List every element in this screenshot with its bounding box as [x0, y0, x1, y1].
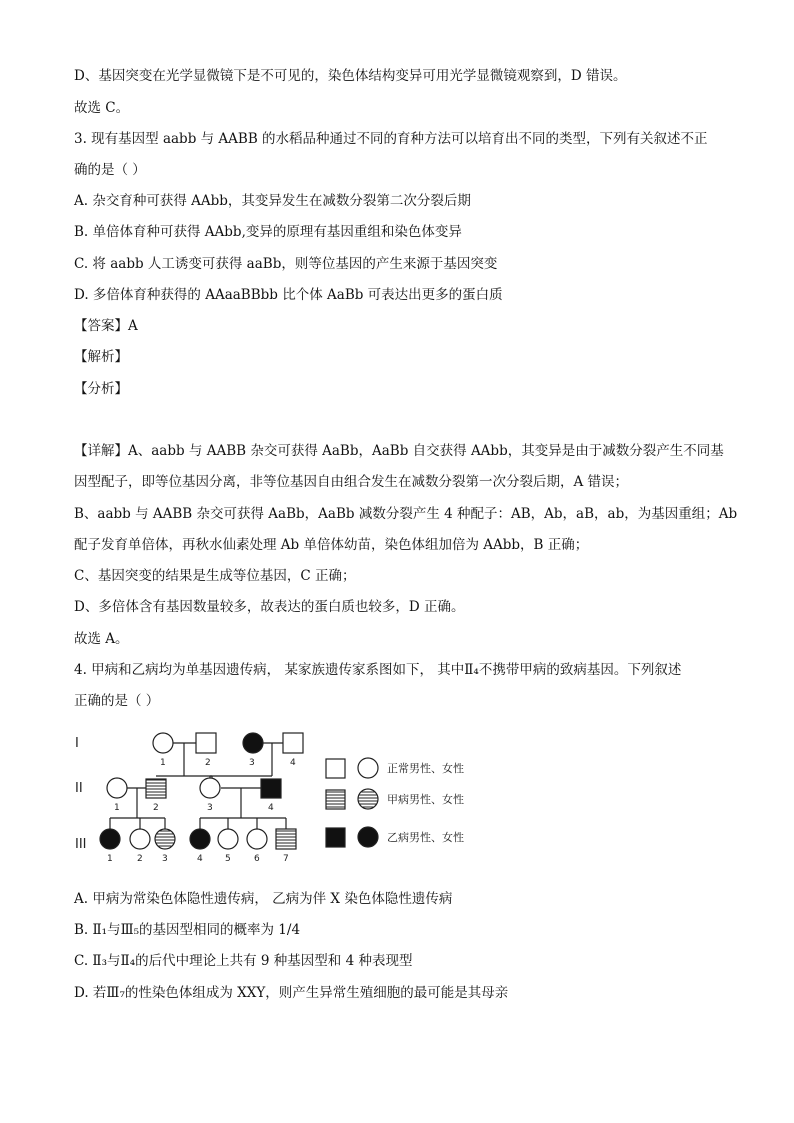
- detail-text: 【详解】A、aabb 与 AABB 杂交可获得 AaBb，AaBb 自交获得 AAbb，其变异是由于减数分裂产生不同基: [74, 443, 724, 459]
- option-c: C. Ⅱ₃与Ⅱ₄的后代中理论上共有 9 种基因型和 4 种表现型: [74, 953, 413, 969]
- II-2-jia-affected-male: [146, 779, 166, 798]
- legend-jia-male: [326, 790, 345, 809]
- II-3-normal-female: [200, 778, 220, 798]
- option-b: B. 单倍体育种可获得 AAbb,变异的原理有基因重组和染色体变异: [74, 224, 462, 240]
- legend-label: 正常男性、女性: [387, 762, 464, 775]
- individual-number: 2: [205, 758, 211, 768]
- option-a: A. 甲病为常染色体隐性遗传病， 乙病为伴 X 染色体隐性遗传病: [74, 891, 453, 907]
- individual-number: 1: [114, 803, 120, 813]
- option-d: D. 若Ⅲ₇的性染色体组成为 XXY，则产生异常生殖细胞的最可能是其母亲: [74, 985, 509, 1001]
- III-1-yi-affected-female: [100, 829, 120, 849]
- individual-number: 2: [137, 854, 143, 862]
- detail-text: D、多倍体含有基因数量较多，故表达的蛋白质也较多，D 正确。: [74, 599, 465, 615]
- legend-label: 甲病男性、女性: [387, 793, 464, 806]
- I-3-yi-affected-female: [243, 733, 263, 753]
- individual-number: 3: [249, 758, 255, 768]
- legend-normal-male: [326, 759, 345, 778]
- option-b: B. Ⅱ₁与Ⅲ₅的基因型相同的概率为 1/4: [74, 922, 301, 938]
- individual-number: 7: [283, 854, 289, 862]
- individual-number: 1: [160, 758, 166, 768]
- answer-heading: 【答案】A: [74, 318, 138, 334]
- I-1-normal-female: [153, 733, 173, 753]
- option-a: A. 杂交育种可获得 AAbb，其变异发生在减数分裂第二次分裂后期: [74, 193, 471, 209]
- individual-number: 1: [107, 854, 113, 862]
- legend-yi-male: [326, 828, 345, 847]
- detail-text: 因型配子，即等位基因分离，非等位基因自由组合发生在减数分裂第一次分裂后期，A 错误；: [74, 474, 629, 490]
- III-6-normal-female: [247, 829, 267, 849]
- text-line: 故选 C。: [74, 100, 130, 116]
- question-3-stem: 确的是（ ）: [74, 162, 146, 178]
- legend-jia-female: [358, 789, 378, 809]
- III-4-yi-affected-female: [190, 829, 210, 849]
- text-line: 故选 A。: [74, 631, 129, 647]
- generation-label: I: [75, 736, 79, 751]
- generation-label: II: [75, 781, 83, 796]
- pedigree-diagram: [60, 722, 490, 862]
- individual-number: 4: [268, 803, 274, 813]
- generation-label: III: [75, 837, 87, 852]
- detail-text: 配子发育单倍体，再秋水仙素处理 Ab 单倍体幼苗，染色体组加倍为 AAbb，B 正确；: [74, 537, 589, 553]
- individual-number: 3: [162, 854, 168, 862]
- individual-number: 4: [197, 854, 203, 862]
- detail-text: B、aabb 与 AABB 杂交可获得 AaBb，AaBb 减数分裂产生 4 种配子：AB，Ab，aB，ab，为基因重组；Ab: [74, 506, 738, 522]
- III-2-normal-female: [130, 829, 150, 849]
- analysis-heading: 【解析】: [74, 349, 128, 365]
- III-7-jia-affected-male: [276, 829, 296, 849]
- I-4-normal-male: [283, 733, 303, 753]
- question-4-stem: 4. 甲病和乙病均为单基因遗传病， 某家族遗传家系图如下， 其中Ⅱ₄不携带甲病的致病基因。下列叙述: [74, 662, 682, 678]
- option-d: D. 多倍体育种获得的 AAaaBBbb 比个体 AaBb 可表达出更多的蛋白质: [74, 287, 503, 303]
- III-3-jia-affected-female: [155, 829, 175, 849]
- question-3-stem: 3. 现有基因型 aabb 与 AABB 的水稻品种通过不同的育种方法可以培育出不同的类型，下列有关叙述不正: [74, 131, 708, 147]
- legend-normal-female: [358, 758, 378, 778]
- individual-number: 3: [207, 803, 213, 813]
- option-c: C. 将 aabb 人工诱变可获得 aaBb，则等位基因的产生来源于基因突变: [74, 256, 498, 272]
- I-2-normal-male: [196, 733, 216, 753]
- individual-number: 2: [153, 803, 159, 813]
- fenxi-heading: 【分析】: [74, 381, 128, 397]
- II-1-normal-female: [107, 778, 127, 798]
- legend-yi-female: [358, 827, 378, 847]
- individual-number: 5: [225, 854, 231, 862]
- text-line: D、基因突变在光学显微镜下是不可见的，染色体结构变异可用光学显微镜观察到，D 错误。: [74, 68, 627, 84]
- individual-number: 6: [254, 854, 260, 862]
- III-5-normal-female: [218, 829, 238, 849]
- individual-number: 4: [290, 758, 296, 768]
- question-4-stem: 正确的是（ ）: [74, 693, 160, 709]
- II-4-yi-affected-male: [261, 779, 281, 798]
- detail-text: C、基因突变的结果是生成等位基因，C 正确；: [74, 568, 356, 584]
- legend-label: 乙病男性、女性: [387, 831, 464, 844]
